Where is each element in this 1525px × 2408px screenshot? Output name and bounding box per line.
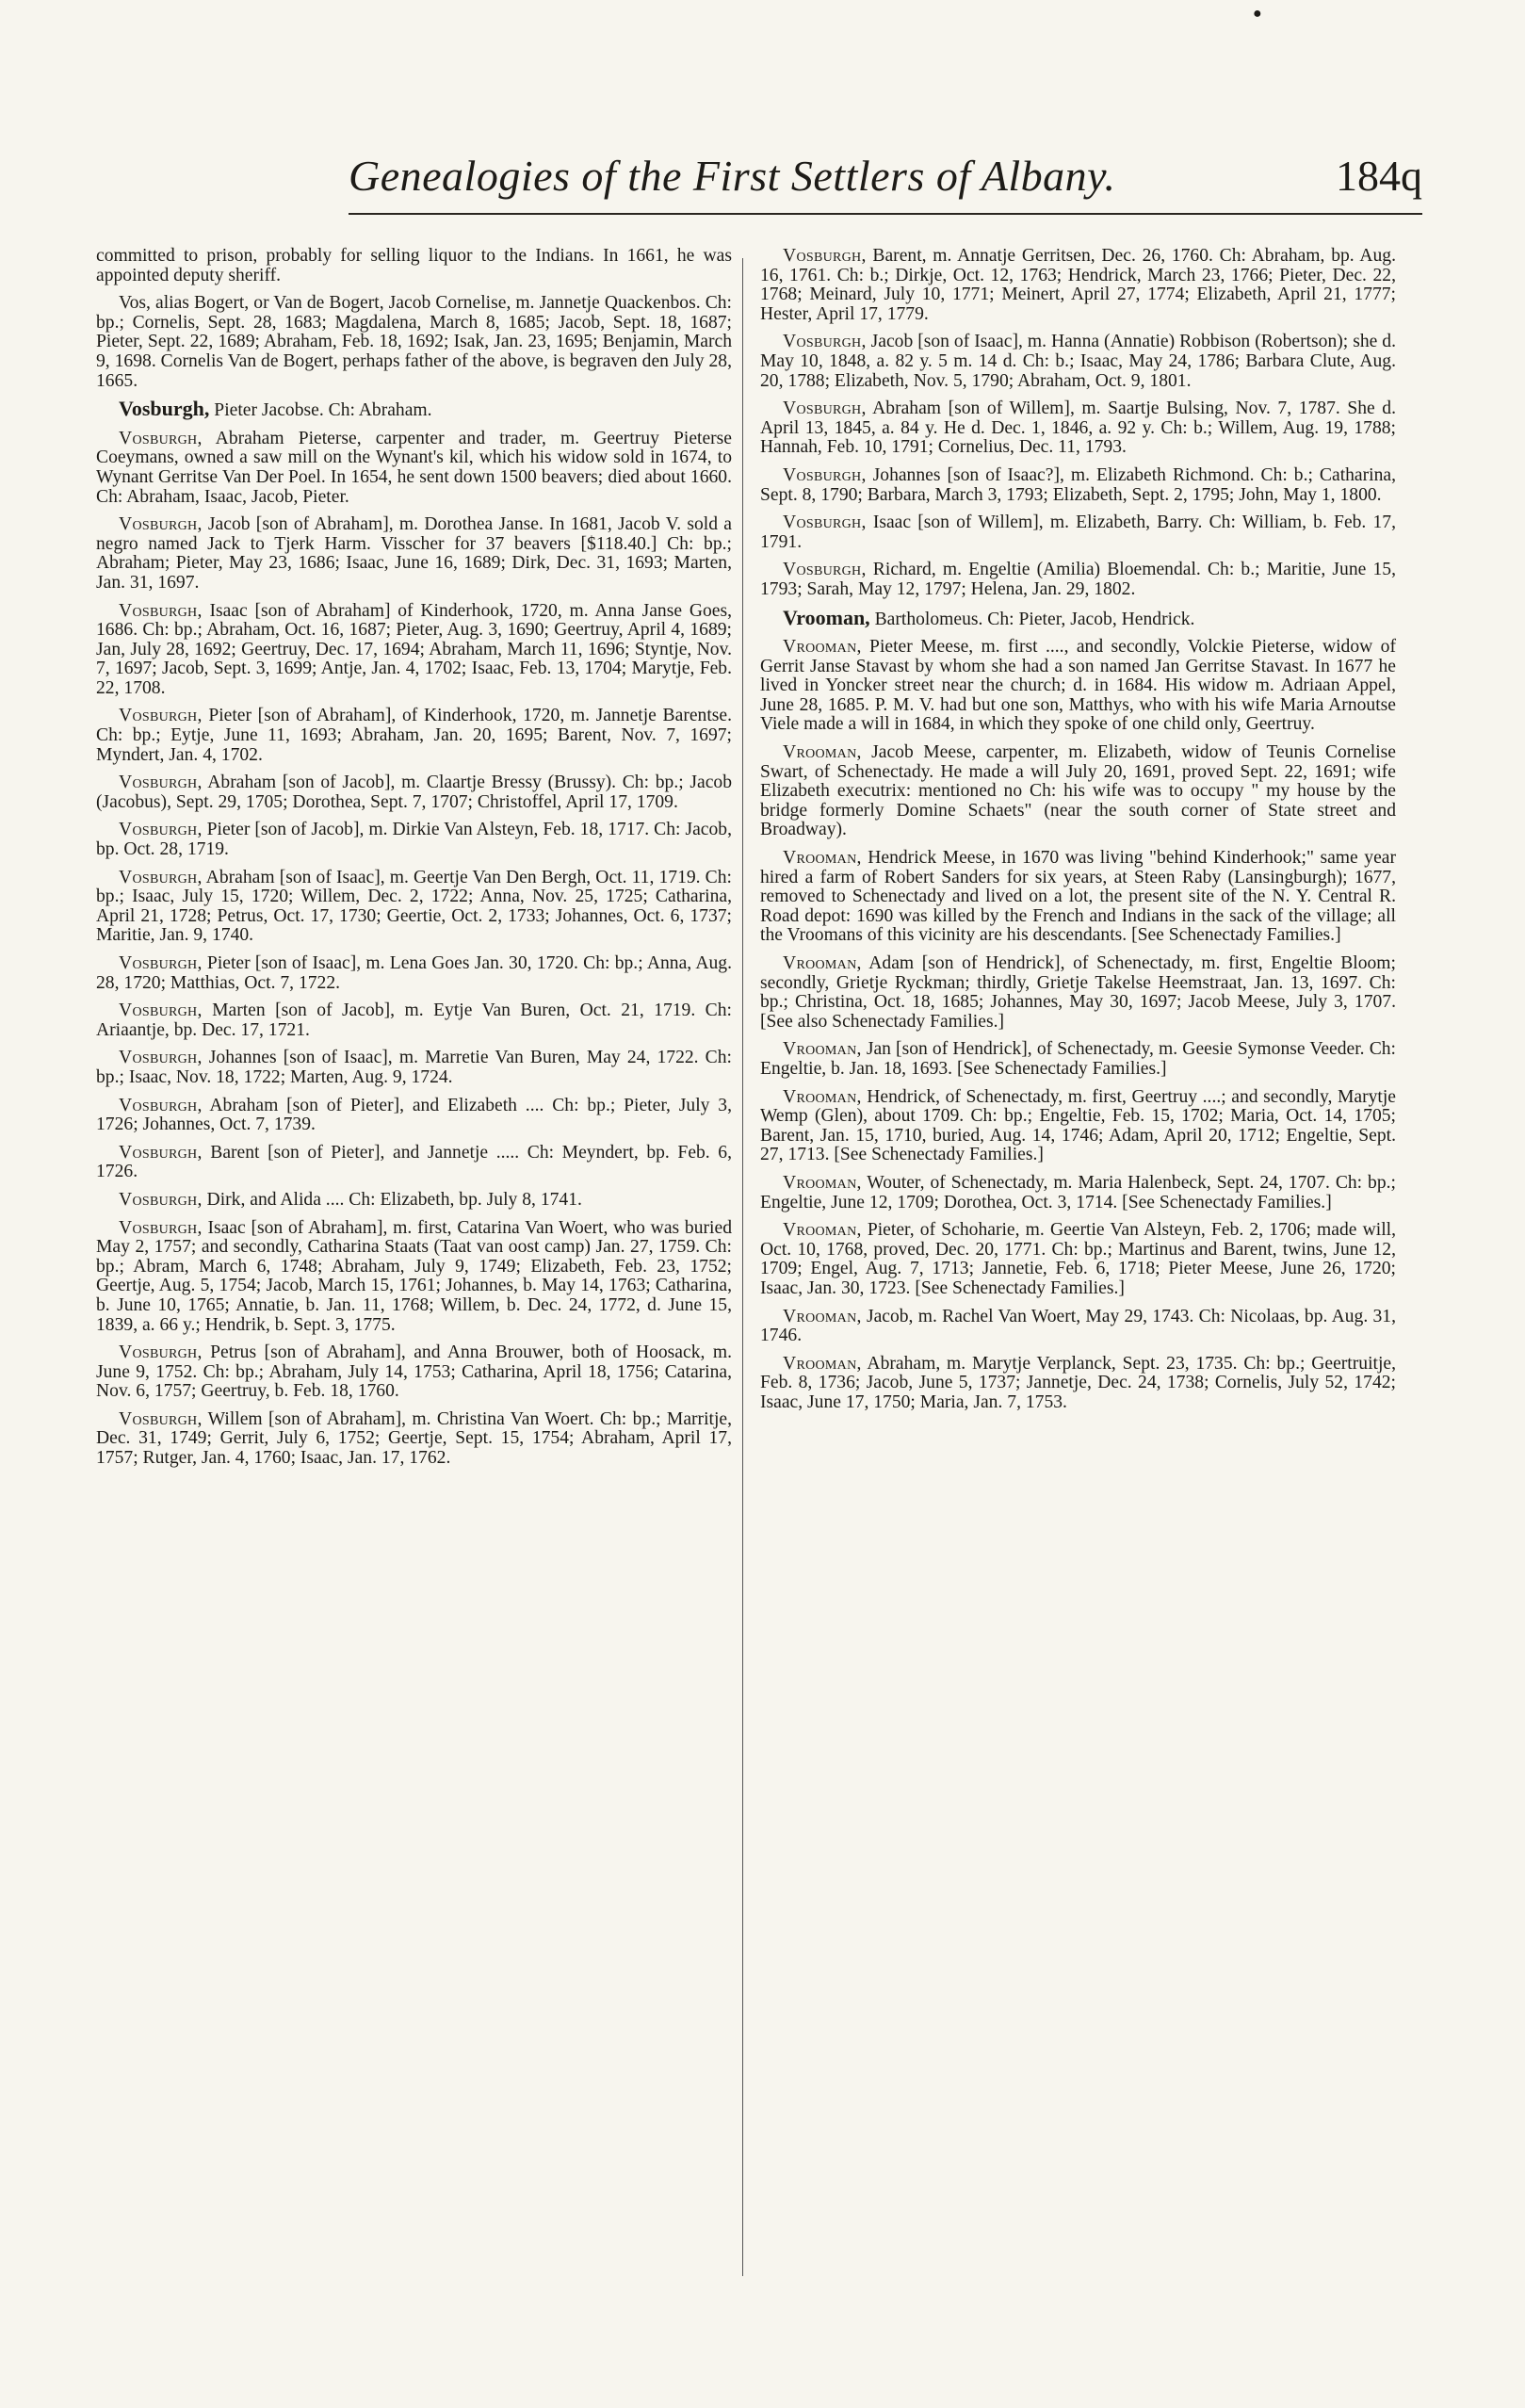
entry-text: Johannes [son of Isaac], m. Marretie Van Buren, May 24, 1722. Ch: bp.; Isaac, Nov. 18, 1722; Marten, Aug. 9, 1724. bbox=[96, 1048, 732, 1087]
entry-text: Pieter Meese, m. first ...., and secondly, Volckie Pieterse, widow of Gerrit Janse Stavast by whom she had a son named Jan Gerritse Stavast. In 1677 he lived in Yoncker street near the church; d. in 1684. His widow m. Adriaan Appel, June 28, 1685. P. M. V. had but one son, Matthys, who with his wife Maria Arnoutse Viele made a will in 1684, in which they spoke of one child only, Geertruy. bbox=[760, 637, 1396, 735]
genealogy-entry bbox=[96, 773, 732, 812]
genealogy-entry bbox=[96, 1191, 732, 1211]
surname-label: Vosburgh, bbox=[119, 1189, 203, 1210]
genealogy-entry bbox=[96, 869, 732, 946]
surname-label: Vosburgh, bbox=[119, 514, 203, 535]
genealogy-entry bbox=[96, 1049, 732, 1087]
genealogy-entry bbox=[760, 1088, 1396, 1165]
surname-label: Vosburgh, bbox=[783, 399, 867, 419]
surname-label: Vrooman, bbox=[783, 1172, 862, 1193]
entry-text: Jacob [son of Isaac], m. Hanna (Annatie) Robbison (Robertson); she d. May 10, 1848, a. 82 y. 5 m. 14 d. Ch: b.; Isaac, May 24, 1786; Barbara Clute, Aug. 20, 1788; Elizabeth, Nov. 5, 1790; Abraham, Oct. 9, 1801. bbox=[760, 332, 1396, 391]
entry-text: Isaac [son of Abraham], m. first, Catarina Van Woert, who was buried May 2, 1757; and secondly, Catharina Staats (Taat van oost camp) Jan. 27, 1759. Ch: bp.; Abram, March 6, 1748; Abraham, July 9, 1749; Elizabeth, Feb. 23, 1752; Geertje, Aug. 5, 1754; Jacob, March 15, 1761; Johannes, b. May 14, 1763; Catharina, b. June 10, 1765; Annatie, b. Jan. 11, 1768; Willem, b. Dec. 24, 1772, d. June 15, 1839, a. 66 y.; Hendrik, b. Sept. 3, 1775. bbox=[96, 1217, 732, 1335]
surname-label: Vosburgh, bbox=[119, 1142, 203, 1163]
entry-text: Abraham Pieterse, carpenter and trader, m. Geertruy Pieterse Coeymans, owned a saw mill on the Wynant's kil, which his widow sold in 1674, to Wynant Gerritse Van Der Poel. In 1654, he sent down 1500 beavers; died about 1660. Ch: Abraham, Isaac, Jacob, Pieter. bbox=[96, 428, 732, 507]
entry-text: Petrus [son of Abraham], and Anna Brouwer, both of Hoosack, m. June 9, 1752. Ch: bp.; Abraham, July 14, 1753; Catharina, April 18, 1756; Catarina, Nov. 6, 1757; Geertruy, b. Feb. 18, 1760. bbox=[96, 1342, 732, 1402]
surname-label: Vrooman, bbox=[783, 848, 862, 869]
genealogy-entry bbox=[760, 638, 1396, 735]
genealogy-entry bbox=[96, 602, 732, 699]
genealogy-entry bbox=[96, 1001, 732, 1040]
surname-label: Vosburgh, bbox=[119, 867, 203, 887]
entry-text: Barent [son of Pieter], and Jannetje ..... Ch: Meyndert, bp. Feb. 6, 1726. bbox=[96, 1142, 732, 1182]
surname-label: Vosburgh, bbox=[783, 513, 867, 533]
genealogy-entry bbox=[760, 247, 1396, 324]
family-heading: Vosburgh, bbox=[119, 397, 210, 421]
surname-label: Vrooman, bbox=[783, 1306, 862, 1326]
surname-label: Vrooman, bbox=[783, 637, 862, 658]
entry-text: Abraham [son of Pieter], and Elizabeth .... Ch: bp.; Pieter, July 3, 1726; Johannes, Oct. 7, 1739. bbox=[96, 1095, 732, 1135]
entry-text: Abraham [son of Jacob], m. Claartje Bressy (Brussy). Ch: bp.; Jacob (Jacobus), Sept. 29, 1705; Dorothea, Sept. 7, 1707; Christoffel, April 17, 1709. bbox=[96, 773, 732, 812]
ink-dot: ● bbox=[1253, 6, 1262, 22]
surname-label: Vrooman, bbox=[783, 1039, 862, 1060]
entry-text: Pieter [son of Jacob], m. Dirkie Van Alsteyn, Feb. 18, 1717. Ch: Jacob, bp. Oct. 28, 1719. bbox=[96, 820, 732, 860]
entry-text: Johannes [son of Isaac?], m. Elizabeth Richmond. Ch: b.; Catharina, Sept. 8, 1790; Barbara, March 3, 1793; Elizabeth, Sept. 2, 1795; John, May 1, 1800. bbox=[760, 464, 1396, 505]
surname-label: Vosburgh, bbox=[783, 332, 867, 352]
genealogy-entry bbox=[96, 515, 732, 593]
surname-label: Vosburgh, bbox=[119, 1217, 203, 1238]
entry-text: Abraham, m. Marytje Verplanck, Sept. 23, 1735. Ch: bp.; Geertruitje, Feb. 8, 1736; Jacob, June 5, 1737; Jannetje, Dec. 24, 1738; Cornelis, July 52, 1742; Isaac, June 17, 1750; Maria, Jan. 7, 1753. bbox=[760, 1353, 1396, 1412]
entry-text: Pieter [son of Abraham], of Kinderhook, 1720, m. Jannetje Barentse. Ch: bp.; Eytje, June 11, 1693; Abraham, Jan. 20, 1695; Barent, Nov. 7, 1697; Myndert, Jan. 4, 1702. bbox=[96, 706, 732, 765]
surname-label: Vrooman, bbox=[783, 1353, 862, 1374]
entry-text: Adam [son of Hendrick], of Schenectady, m. first, Engeltie Bloom; secondly, Grietje Ryckman; thirdly, Grietje Takelse Heemstraat, Jan. 13, 1697. Ch: bp.; Christina, Oct. 18, 1685; Johannes, May 30, 1697; Jacob Meese, July 3, 1707. [See also Schenectady Families.] bbox=[760, 953, 1396, 1032]
running-title: Genealogies of the First Settlers of Albany. bbox=[349, 152, 1116, 200]
entry-text: Vos, alias Bogert, or Van de Bogert, Jacob Cornelise, m. Jannetje Quackenbos. Ch: bp.; Cornelis, Sept. 28, 1683; Magdalena, March 8, 1685; Jacob, Sept. 18, 1687; Pieter, Sept. 22, 1689; Abraham, Feb. 18, 1692; Isak, Jan. 23, 1695; Benjamin, March 9, 1698. Cornelis Van de Bogert, perhaps father of the above, is begraven den July 28, 1665. bbox=[96, 293, 732, 391]
genealogy-entry bbox=[760, 849, 1396, 946]
genealogy-entry bbox=[760, 954, 1396, 1032]
entry-text: Hendrick, of Schenectady, m. first, Geertruy ....; and secondly, Marytje Wemp (Glen), about 1709. Ch: bp.; Engeltie, Feb. 15, 1702; Maria, Oct. 14, 1705; Barent, Jan. 15, 1710, buried, Aug. 14, 1746; Adam, April 20, 1712; Engeltie, Sept. 27, 1713. [See Schenectady Families.] bbox=[760, 1086, 1396, 1165]
genealogy-entry bbox=[760, 743, 1396, 840]
genealogy-entry bbox=[96, 1097, 732, 1135]
genealogy-entry bbox=[760, 399, 1396, 458]
surname-label: Vosburgh, bbox=[119, 600, 203, 621]
surname-label: Vrooman, bbox=[783, 742, 862, 763]
entry-text: Isaac [son of Abraham] of Kinderhook, 1720, m. Anna Janse Goes, 1686. Ch: bp.; Abraham, Oct. 16, 1687; Pieter, Aug. 3, 1690; Geertruy, April 4, 1689; Jan, July 28, 1692; Geertruy, Dec. 17, 1694; Abraham, March 11, 1696; Styntje, Nov. 7, 1697; Jacob, Sept. 3, 1699; Antje, Jan. 4, 1702; Isaac, Feb. 13, 1704; Marytje, Feb. 22, 1708. bbox=[96, 600, 732, 698]
genealogy-entry bbox=[96, 707, 732, 765]
genealogy-entry bbox=[96, 1219, 732, 1336]
surname-label: Vosburgh, bbox=[119, 1342, 203, 1363]
genealogy-entry bbox=[96, 430, 732, 507]
entry-text: Jacob, m. Rachel Van Woert, May 29, 1743. Ch: Nicolaas, bp. Aug. 31, 1746. bbox=[760, 1306, 1396, 1346]
header-rule bbox=[349, 213, 1422, 215]
genealogy-entry bbox=[760, 1308, 1396, 1346]
surname-label: Vrooman, bbox=[783, 1086, 862, 1107]
surname-label: Vrooman, bbox=[783, 953, 862, 973]
surname-label: Vosburgh, bbox=[119, 1048, 203, 1068]
genealogy-entry bbox=[96, 399, 732, 421]
entry-text: Marten [son of Jacob], m. Eytje Van Buren, Oct. 21, 1719. Ch: Ariaantje, bp. Dec. 17, 1721. bbox=[96, 1001, 732, 1040]
entry-text: Wouter, of Schenectady, m. Maria Halenbeck, Sept. 24, 1707. Ch: bp.; Engeltie, June 12, 1709; Dorothea, Oct. 3, 1714. [See Schenectady Families.] bbox=[760, 1172, 1396, 1212]
entry-text: Pieter [son of Isaac], m. Lena Goes Jan. 30, 1720. Ch: bp.; Anna, Aug. 28, 1720; Matthias, Oct. 7, 1722. bbox=[96, 953, 732, 993]
genealogy-entry bbox=[96, 294, 732, 391]
genealogy-entry bbox=[760, 605, 1396, 630]
surname-label: Vosburgh, bbox=[783, 246, 867, 266]
entry-text: Pieter, of Schoharie, m. Geertie Van Alsteyn, Feb. 2, 1706; made will, Oct. 10, 1768, proved, Dec. 20, 1771. Ch: bp.; Martinus and Barent, twins, June 12, 1709; Engel, Aug. 7, 1713; Jannetie, Feb. 6, 1718; Pieter Meese, June 26, 1720; Isaac, Jan. 30, 1723. [See Schenectady Families.] bbox=[760, 1220, 1396, 1298]
surname-label: Vosburgh, bbox=[119, 820, 203, 840]
surname-label: Vosburgh, bbox=[119, 706, 203, 726]
left-column bbox=[96, 247, 732, 1477]
genealogy-entry bbox=[760, 1174, 1396, 1212]
right-column bbox=[760, 247, 1396, 1421]
entry-text: Jan [son of Hendrick], of Schenectady, m. Geesie Symonse Veeder. Ch: Engeltie, b. Jan. 18, 1693. [See Schenectady Families.] bbox=[760, 1039, 1396, 1079]
genealogy-entry bbox=[96, 821, 732, 859]
entry-text: Isaac [son of Willem], m. Elizabeth, Barry. Ch: William, b. Feb. 17, 1791. bbox=[760, 513, 1396, 552]
entry-text: Jacob Meese, carpenter, m. Elizabeth, widow of Teunis Cornelise Swart, of Schenectady. He made a will July 20, 1691, proved Sept. 22, 1691; wife Elizabeth executrix: mentioned no Ch: his wife was to occupy " my house by the bridge formerly Domine Schaets" (near the south corner of State street and Broadway). bbox=[760, 742, 1396, 840]
genealogy-entry bbox=[96, 1144, 732, 1182]
surname-label: Vosburgh, bbox=[119, 1408, 203, 1429]
entry-text: Richard, m. Engeltie (Amilia) Bloemendal. Ch: b.; Maritie, June 15, 1793; Sarah, May 12, 1797; Helena, Jan. 29, 1802. bbox=[760, 560, 1396, 599]
entry-text: Abraham [son of Isaac], m. Geertje Van Den Bergh, Oct. 11, 1719. Ch: bp.; Isaac, July 15, 1720; Willem, Dec. 2, 1722; Anna, Nov. 25, 1725; Catharina, April 21, 1728; Petrus, Oct. 17, 1730; Geertie, Oct. 2, 1733; Johannes, Oct. 6, 1737; Maritie, Jan. 9, 1740. bbox=[96, 867, 732, 946]
entry-text: Pieter Jacobse. Ch: Abraham. bbox=[209, 400, 432, 421]
surname-label: Vosburgh, bbox=[783, 464, 867, 485]
surname-label: Vosburgh, bbox=[119, 773, 203, 793]
genealogy-entry bbox=[760, 1221, 1396, 1298]
genealogy-entry bbox=[760, 1040, 1396, 1079]
entry-text: committed to prison, probably for selling liquor to the Indians. In 1661, he was appointed deputy sheriff. bbox=[96, 246, 732, 285]
genealogy-entry bbox=[96, 954, 732, 993]
entry-text: Barent, m. Annatje Gerritsen, Dec. 26, 1760. Ch: Abraham, bp. Aug. 16, 1761. Ch: b.; Dirkje, Oct. 12, 1763; Hendrick, March 23, 1766; Pieter, Dec. 22, 1768; Meinard, July 10, 1771; Meinert, April 27, 1774; Elizabeth, April 21, 1777; Hester, April 17, 1779. bbox=[760, 246, 1396, 324]
genealogy-entry bbox=[760, 561, 1396, 599]
genealogy-entry bbox=[760, 513, 1396, 552]
genealogy-entry bbox=[96, 1410, 732, 1469]
surname-label: Vosburgh, bbox=[119, 428, 203, 448]
surname-label: Vosburgh, bbox=[119, 953, 203, 973]
surname-label: Vosburgh, bbox=[119, 1001, 203, 1021]
entry-text: Willem [son of Abraham], m. Christina Van Woert. Ch: bp.; Marritje, Dec. 31, 1749; Gerrit, July 6, 1752; Geertje, Sept. 15, 1754; Abraham, April 17, 1757; Rutger, Jan. 4, 1760; Isaac, Jan. 17, 1762. bbox=[96, 1408, 732, 1469]
surname-label: Vrooman, bbox=[783, 1220, 862, 1241]
family-heading: Vrooman, bbox=[783, 605, 870, 629]
genealogy-entry bbox=[760, 466, 1396, 505]
surname-label: Vosburgh, bbox=[783, 560, 867, 580]
entry-text: Dirk, and Alida .... Ch: Elizabeth, bp. July 8, 1741. bbox=[202, 1189, 582, 1210]
entry-text: Abraham [son of Willem], m. Saartje Bulsing, Nov. 7, 1787. She d. April 13, 1845, a. 84 y. He d. Dec. 1, 1846, a. 92 y. Ch: b.; Willem, Aug. 19, 1788; Hannah, Feb. 10, 1791; Cornelius, Dec. 11, 1793. bbox=[760, 399, 1396, 458]
entry-text: Bartholomeus. Ch: Pieter, Jacob, Hendrick. bbox=[869, 609, 1195, 629]
genealogy-entry bbox=[760, 333, 1396, 391]
entry-text: Jacob [son of Abraham], m. Dorothea Janse. In 1681, Jacob V. sold a negro named Jack to Tjerk Harm. Visscher for 37 beavers [$118.40.] Ch: bp.; Abraham; Pieter, May 23, 1686; Isaac, June 16, 1689; Dirk, Dec. 31, 1693; Marten, Jan. 31, 1697. bbox=[96, 514, 732, 593]
page-header bbox=[94, 151, 1422, 217]
page-number: 184q bbox=[1336, 152, 1422, 200]
column-divider bbox=[742, 258, 743, 2276]
genealogy-entry bbox=[96, 247, 732, 285]
genealogy-entry bbox=[760, 1355, 1396, 1413]
entry-text: Hendrick Meese, in 1670 was living "behind Kinderhook;" same year hired a farm of Robert Sanders for six years, at Steen Raby (Lansingburgh); 1677, removed to Schenectady and lived on a lot, the present site of the N. Y. Central R. Road depot: 1690 was killed by the French and Indians in the sack of the village; all the Vroomans of this vicinity are his descendants. [See Schenectady Families.] bbox=[760, 848, 1396, 946]
surname-label: Vosburgh, bbox=[119, 1095, 203, 1115]
genealogy-entry bbox=[96, 1343, 732, 1402]
